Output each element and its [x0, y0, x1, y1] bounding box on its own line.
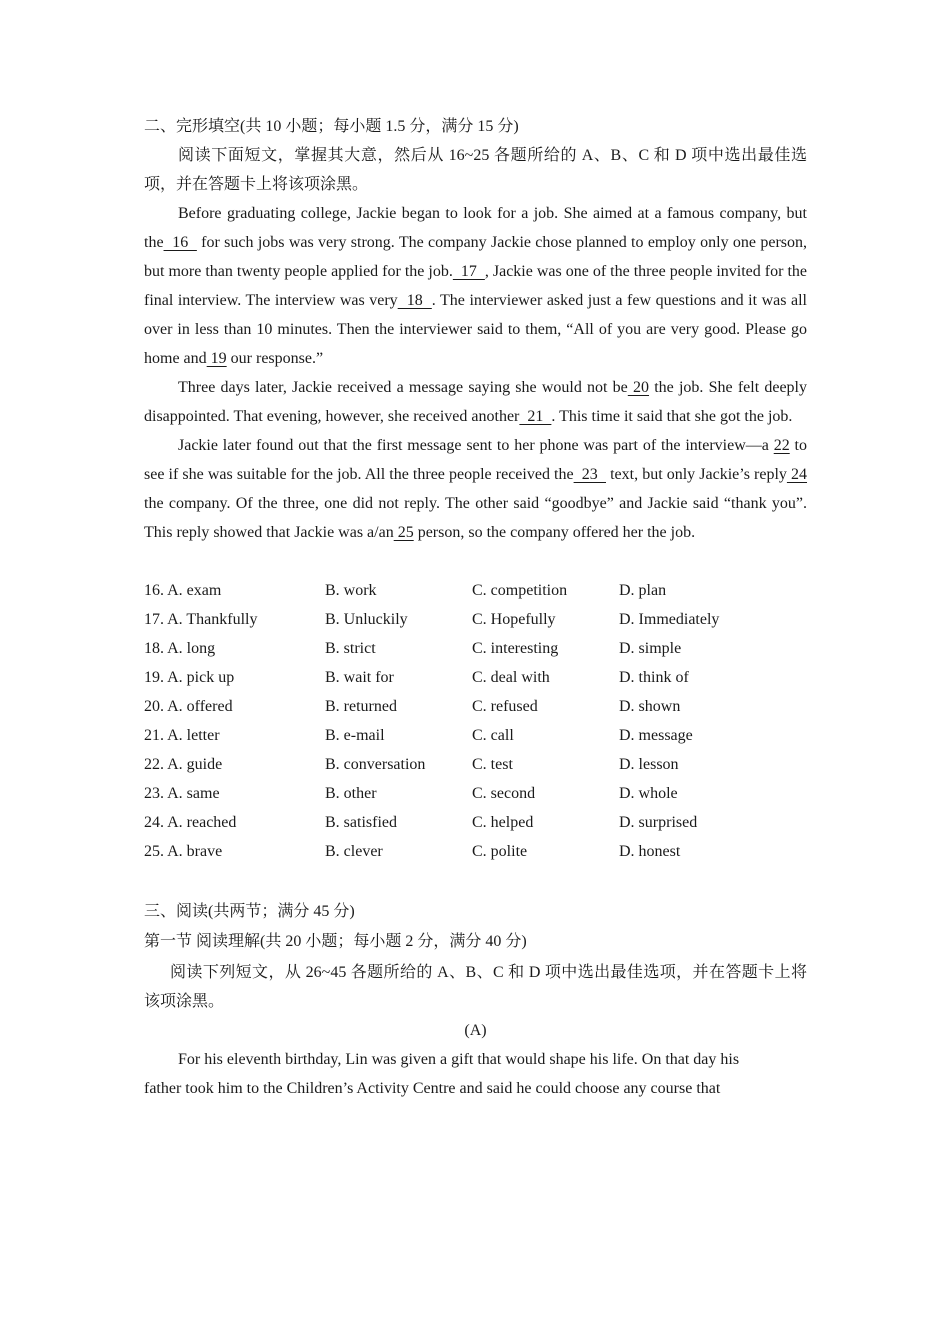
- option-d: D. surprised: [619, 814, 698, 831]
- option-a: 18. A. long: [144, 640, 216, 657]
- text-run: Before graduating college, Jackie began to look for a job. She aimed at a famous company, but the: [144, 205, 807, 251]
- option-row: [144, 779, 807, 808]
- option-a: 24. A. reached: [144, 814, 237, 831]
- blank-23: 23: [573, 466, 606, 483]
- option-d: D. whole: [619, 785, 678, 802]
- text-run: , Jackie was one of the three people invited for the final interview. The interview was very: [144, 263, 807, 309]
- option-a: 23. A. same: [144, 785, 220, 802]
- option-b: B. strict: [325, 640, 376, 657]
- blank-21: 21: [519, 408, 552, 425]
- option-b: B. returned: [325, 698, 397, 715]
- option-a: 16. A. exam: [144, 582, 222, 599]
- option-d: D. simple: [619, 640, 682, 657]
- option-c: C. deal with: [472, 669, 550, 686]
- option-c: C. call: [472, 727, 514, 744]
- option-c: C. refused: [472, 698, 538, 715]
- option-row: [144, 692, 807, 721]
- text-run: text, but only Jackie’s reply: [606, 466, 787, 483]
- option-d: D. think of: [619, 669, 689, 686]
- blank-25: 25: [393, 524, 414, 541]
- exam-page: [144, 112, 807, 1103]
- text-run: for such jobs was very strong. The company Jackie chose planned to employ only one person, but more than twenty people applied for the job.: [144, 234, 807, 280]
- option-c: C. interesting: [472, 640, 559, 657]
- option-row: [144, 576, 807, 605]
- option-b: B. clever: [325, 843, 383, 860]
- reading-subheading: 第一节 阅读理解(共 20 小题；每小题 2 分，满分 40 分): [144, 933, 527, 950]
- cloze-paragraph-2: [144, 373, 807, 431]
- option-b: B. e-mail: [325, 727, 385, 744]
- text-run: the company. Of the three, one did not reply. The other said “goodbye” and Jackie said “thank you”. This reply showed that Jackie was a/an: [144, 495, 807, 541]
- option-c: C. competition: [472, 582, 568, 599]
- text-run: to see if she was suitable for the job. All the three people received the: [144, 437, 807, 483]
- option-row: [144, 634, 807, 663]
- cloze-paragraph-3: [144, 431, 807, 547]
- option-c: C. test: [472, 756, 513, 773]
- option-row: [144, 721, 807, 750]
- option-d: D. message: [619, 727, 693, 744]
- passage-label: (A): [464, 1022, 487, 1039]
- blank-17: 17: [452, 263, 485, 280]
- cloze-paragraph-1: [144, 199, 807, 373]
- option-b: B. wait for: [325, 669, 394, 686]
- blank-22: 22: [773, 437, 790, 454]
- option-a: 17. A. Thankfully: [144, 611, 258, 628]
- blank-18: 18: [397, 292, 432, 309]
- option-c: C. second: [472, 785, 536, 802]
- reading-section-heading: 三、阅读(共两节；满分 45 分): [144, 903, 355, 920]
- option-b: B. work: [325, 582, 377, 599]
- text-run: our response.”: [226, 350, 324, 367]
- option-row: [144, 605, 807, 634]
- cloze-section-heading: 二、完形填空(共 10 小题；每小题 1.5 分，满分 15 分): [144, 118, 519, 135]
- option-d: D. shown: [619, 698, 681, 715]
- option-a: 22. A. guide: [144, 756, 223, 773]
- option-d: D. honest: [619, 843, 681, 860]
- text-run: the job. She felt deeply disappointed. That evening, however, she received another: [144, 379, 808, 425]
- option-row: [144, 837, 807, 866]
- cloze-options-table: [144, 576, 807, 866]
- text-run: . The interviewer asked just a few questions and it was all over in less than 10 minutes. Then the interviewer said to them, “All of you are very good. Please go home and: [144, 292, 807, 367]
- blank-20: 20: [627, 379, 650, 396]
- spacer: [144, 547, 807, 576]
- blank-24: 24: [786, 466, 808, 483]
- text-run: person, so the company offered her the job.: [413, 524, 696, 541]
- cloze-instruction: 阅读下面短文，掌握其大意，然后从 16~25 各题所给的 A、B、C 和 D 项中选出最佳选项，并在答题卡上将该项涂黑。: [144, 147, 807, 193]
- option-c: C. polite: [472, 843, 528, 860]
- option-a: 21. A. letter: [144, 727, 220, 744]
- option-row: [144, 750, 807, 779]
- option-a: 20. A. offered: [144, 698, 233, 715]
- option-b: B. satisfied: [325, 814, 397, 831]
- text-run: Three days later, Jackie received a message saying she would not be: [178, 379, 628, 396]
- option-b: B. conversation: [325, 756, 426, 773]
- option-c: C. helped: [472, 814, 534, 831]
- option-d: D. plan: [619, 582, 667, 599]
- passage-line-2: father took him to the Children’s Activity Centre and said he could choose any course that: [144, 1080, 721, 1097]
- option-c: C. Hopefully: [472, 611, 556, 628]
- option-d: D. lesson: [619, 756, 679, 773]
- option-b: B. Unluckily: [325, 611, 408, 628]
- option-row: [144, 663, 807, 692]
- option-a: 19. A. pick up: [144, 669, 235, 686]
- blank-19: 19: [206, 350, 227, 367]
- passage-line-1: For his eleventh birthday, Lin was given a gift that would shape his life. On that day his: [178, 1051, 740, 1068]
- option-a: 25. A. brave: [144, 843, 223, 860]
- blank-16: 16: [163, 234, 197, 251]
- option-row: [144, 808, 807, 837]
- option-d: D. Immediately: [619, 611, 720, 628]
- text-run: . This time it said that she got the job.: [551, 408, 793, 425]
- reading-instruction: 阅读下列短文，从 26~45 各题所给的 A、B、C 和 D 项中选出最佳选项，并在答题卡上将该项涂黑。: [144, 964, 807, 1010]
- option-b: B. other: [325, 785, 377, 802]
- text-run: Jackie later found out that the first message sent to her phone was part of the interview—a: [178, 437, 774, 454]
